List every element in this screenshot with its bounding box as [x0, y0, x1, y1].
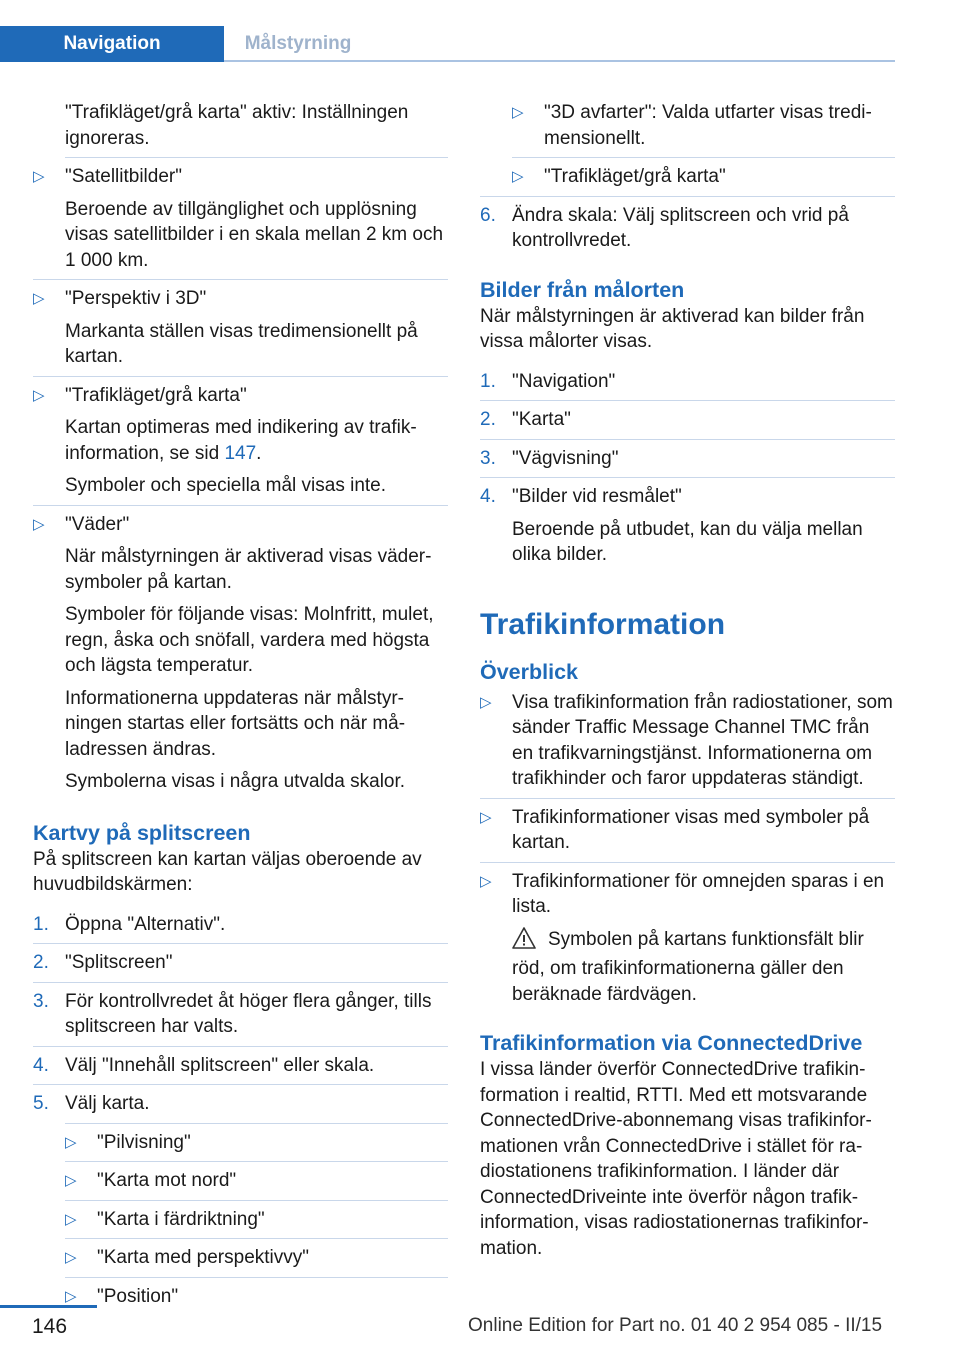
divider — [65, 157, 448, 158]
section-heading: Kartvy på splitscreen — [33, 820, 251, 845]
bullet-icon: ▷ — [65, 1133, 77, 1151]
numbered-list — [33, 912, 448, 1310]
item-text: Trafikinformationer visas med symboler på kartan. — [512, 806, 870, 853]
header-rule — [224, 60, 895, 62]
warning-note — [512, 927, 895, 1008]
item-title: "Trafikläget/grå karta" — [65, 384, 247, 406]
item-text: Visa trafikinformation från radiostationer, som sänder Traffic Message Channel TMC från en trafikvarningstjänst. Informationerna om trafikhinder och faror uppdateras ständigt. — [512, 691, 893, 789]
divider — [480, 798, 895, 799]
divider — [33, 1084, 448, 1085]
header-tabs — [0, 26, 895, 62]
bullet-icon: ▷ — [480, 872, 492, 890]
tab-navigation[interactable]: Navigation — [0, 26, 224, 62]
divider — [480, 400, 895, 401]
section-heading: Överblick — [480, 659, 578, 684]
step-text: "Bilder vid resmålet" — [512, 486, 682, 507]
sub-list-item — [480, 164, 895, 190]
step-number: 4. — [33, 1054, 49, 1076]
step-text: Ändra skala: Välj splitscreen och vrid på kontrollvredet. — [512, 204, 849, 251]
list-item — [33, 512, 448, 795]
list-item — [480, 484, 895, 568]
list-item — [33, 950, 448, 976]
edition-text: Online Edition for Part no. 01 40 2 954 085 - II/15 — [468, 1315, 883, 1336]
list-item — [480, 690, 895, 792]
list-item — [480, 805, 895, 856]
warning-text: Symbolen på kartans funktionsfält blir röd, om trafikinformationerna gäller den beräknade färdvägen. — [512, 928, 864, 1005]
sub-item-text: "Position" — [97, 1285, 179, 1307]
list-item — [480, 446, 895, 472]
step-text: Öppna "Alternativ". — [65, 913, 226, 935]
right-column — [480, 100, 895, 1261]
bullet-icon: ▷ — [65, 1287, 77, 1305]
item-text: Markanta ställen visas tredimensionellt på kartan. — [65, 320, 418, 367]
bullet-icon: ▷ — [65, 1249, 77, 1266]
footer-rule — [0, 1305, 97, 1308]
step-number: 5. — [33, 1093, 49, 1114]
divider — [65, 1277, 448, 1278]
step-number: 3. — [33, 990, 49, 1012]
bullet-icon: ▷ — [65, 1172, 77, 1189]
item-title: "Satellitbilder" — [65, 166, 182, 187]
sub-list-item — [480, 100, 895, 151]
numbered-list — [480, 369, 895, 568]
intro-text: "Trafikläget/grå karta" aktiv: Inställningen ignoreras. — [65, 102, 409, 149]
divider — [33, 376, 448, 377]
sub-item-text: "Karta med perspektivvy" — [97, 1247, 310, 1268]
list-item — [33, 989, 448, 1040]
section-heading: Trafikinformation via ConnectedDrive — [480, 1031, 863, 1055]
divider — [65, 1123, 448, 1124]
divider — [480, 196, 895, 197]
item-title: "Väder" — [65, 513, 130, 535]
item-text — [65, 415, 448, 466]
step-text: För kontrollvredet åt höger flera gånger, tills splitscreen har valts. — [65, 990, 432, 1037]
section-intro: På splitscreen kan kartan väljas oberoende av huvudbildskärmen: — [33, 848, 422, 895]
item-text: Trafikinformationer för omnejden sparas i en lista. — [512, 870, 885, 917]
step-text: "Vägvisning" — [512, 447, 619, 469]
step-text: "Karta" — [512, 409, 571, 430]
step-text: Välj karta. — [65, 1093, 150, 1114]
step-number: 1. — [480, 370, 496, 392]
divider — [33, 505, 448, 506]
bullet-icon: ▷ — [512, 104, 524, 121]
step-detail: Beroende på utbudet, kan du välja mellan olika bilder. — [512, 518, 863, 565]
page-number: 146 — [32, 1315, 68, 1338]
list-item — [33, 1091, 448, 1117]
step-text: Välj "Innehåll splitscreen" eller skala. — [65, 1054, 375, 1076]
warning-icon — [512, 927, 538, 957]
section-heading: Bilder från målorten — [480, 277, 685, 302]
sub-list-item — [33, 1168, 448, 1194]
list-item — [33, 383, 448, 499]
bullet-icon: ▷ — [65, 1210, 77, 1228]
step-number: 2. — [33, 952, 49, 973]
bullet-list — [480, 690, 895, 1008]
divider — [480, 439, 895, 440]
page-link[interactable]: 147 — [224, 442, 257, 464]
step-text: "Splitscreen" — [65, 952, 173, 973]
item-text: Informationerna uppdateras när målstyrningen startas eller fortsätts och när måladressen ändras. — [65, 687, 406, 760]
list-item — [33, 286, 448, 370]
divider — [33, 1046, 448, 1047]
divider — [33, 943, 448, 944]
item-title: "Perspektiv i 3D" — [65, 288, 207, 309]
bullet-icon: ▷ — [33, 290, 45, 307]
divider — [480, 477, 895, 478]
divider — [33, 279, 448, 280]
section-text: I vissa länder överför ConnectedDrive trafikinformation i realtid, RTTI. Med ett motsvarande ConnectedDrive-abonnemang visas trafikinformationen vrån ConnectedDrive i stället för radiostationens trafikinformation. I länder där ConnectedDriveinte inte överför någon trafikinformation, visas radiostationernas trafikinformation. — [480, 1059, 872, 1259]
divider — [33, 982, 448, 983]
step-number: 6. — [480, 204, 496, 226]
bullet-icon: ▷ — [33, 168, 45, 185]
sub-list-item — [33, 1245, 448, 1271]
sub-list-item — [33, 1207, 448, 1233]
bullet-icon: ▷ — [33, 515, 45, 533]
list-item — [33, 912, 448, 938]
section-intro: När målstyrningen är aktiverad kan bilder från vissa målorter visas. — [480, 305, 865, 352]
item-text-part: . — [256, 442, 262, 464]
bullet-icon: ▷ — [480, 693, 492, 711]
sub-item-text: "Karta i färdriktning" — [97, 1208, 265, 1230]
list-item — [480, 869, 895, 1008]
item-text: Symboler för följande visas: Molnfritt, mulet, regn, åska och snöfall, vardera med högsta och lägsta temperatur. — [65, 604, 434, 676]
divider — [65, 1238, 448, 1239]
tab-malstyrning[interactable]: Målstyrning — [244, 33, 352, 54]
divider — [65, 1200, 448, 1201]
divider — [512, 157, 895, 158]
sub-item-text: "Karta mot nord" — [97, 1170, 237, 1191]
step-number: 3. — [480, 447, 496, 469]
item-text: Beroende av tillgänglighet och upplösning visas satellitbilder i en skala mellan 2 km och 1 000 km. — [65, 198, 444, 271]
step-number: 4. — [480, 486, 496, 507]
item-text: Symboler och speciella mål visas inte. — [65, 475, 387, 496]
sub-item-text: "Pilvisning" — [97, 1131, 191, 1153]
step-number: 2. — [480, 409, 496, 430]
chapter-heading: Trafikinformation — [480, 607, 726, 641]
divider — [65, 1161, 448, 1162]
item-text: När målstyrningen är aktiverad visas vädersymboler på kartan. — [65, 546, 432, 593]
list-item — [480, 369, 895, 395]
sub-list-item — [33, 1130, 448, 1156]
list-item — [33, 164, 448, 273]
item-text-part: Kartan optimeras med indikering av trafikinformation, se sid — [65, 417, 417, 464]
bullet-icon: ▷ — [512, 168, 524, 185]
bullet-icon: ▷ — [33, 386, 45, 404]
sub-item-text: "3D avfarter": Valda utfarter visas tredimensionellt. — [544, 102, 872, 149]
item-text: Symbolerna visas i några utvalda skalor. — [65, 771, 406, 792]
list-item — [33, 1053, 448, 1079]
sub-item-text: "Trafikläget/grå karta" — [544, 166, 726, 187]
list-item — [480, 407, 895, 433]
step-text: "Navigation" — [512, 370, 616, 392]
step-number: 1. — [33, 913, 49, 935]
left-column — [33, 100, 448, 1309]
divider — [480, 862, 895, 863]
bullet-icon: ▷ — [480, 808, 492, 826]
list-item — [480, 203, 895, 254]
